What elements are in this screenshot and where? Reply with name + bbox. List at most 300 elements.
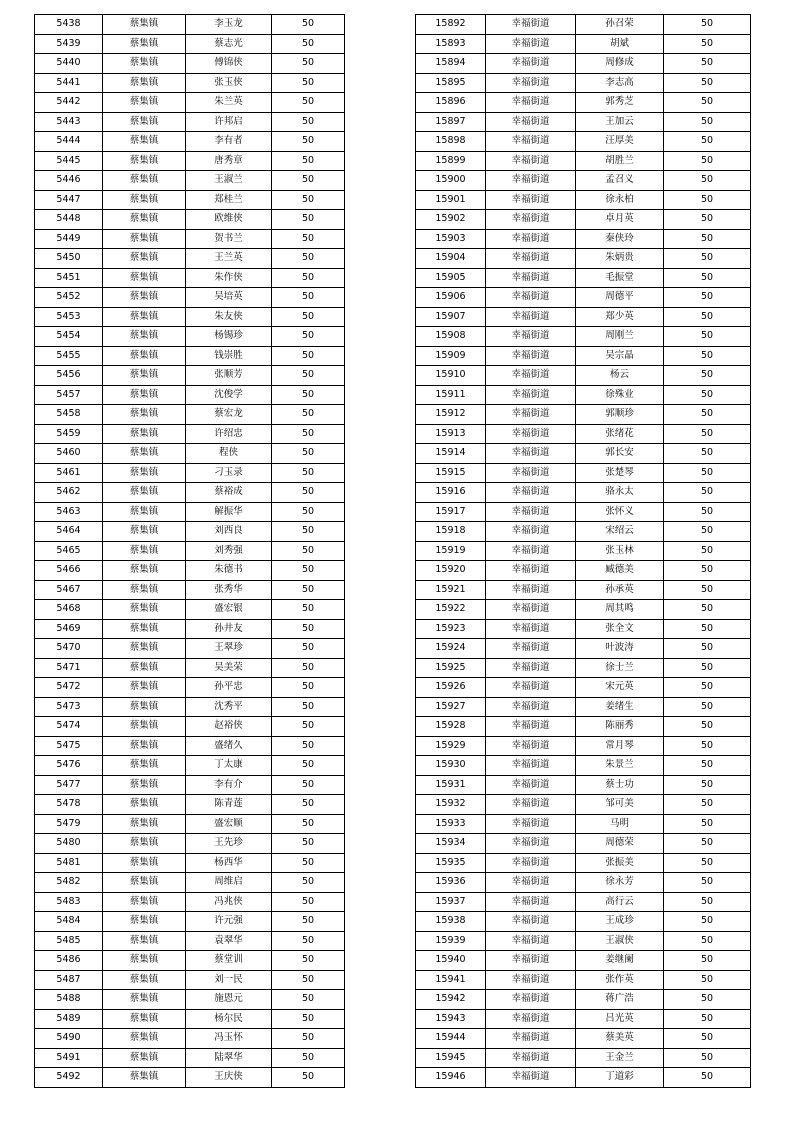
row-number-cell: 15908 [416, 327, 486, 347]
row-number-cell: 15916 [416, 483, 486, 503]
table-row [35, 853, 345, 873]
row-number-cell: 5468 [35, 600, 103, 620]
row-number-cell: 15930 [416, 756, 486, 776]
table-row [35, 795, 345, 815]
name-cell: 蔡士功 [576, 775, 664, 795]
row-number-cell: 15893 [416, 34, 486, 54]
row-number-cell: 15933 [416, 814, 486, 834]
amount-cell: 50 [272, 463, 345, 483]
amount-cell: 50 [664, 307, 751, 327]
amount-cell: 50 [272, 639, 345, 659]
table-row [35, 775, 345, 795]
district-cell: 幸福街道 [486, 405, 576, 425]
name-cell: 张顺芳 [186, 366, 272, 386]
district-cell: 幸福街道 [486, 639, 576, 659]
row-number-cell: 5491 [35, 1048, 103, 1068]
name-cell: 杨云 [576, 366, 664, 386]
left-table [34, 14, 345, 1088]
table-row [416, 795, 751, 815]
amount-cell: 50 [664, 366, 751, 386]
district-cell: 蔡集镇 [103, 717, 186, 737]
row-number-cell: 15895 [416, 73, 486, 93]
row-number-cell: 15942 [416, 990, 486, 1010]
name-cell: 张全文 [576, 619, 664, 639]
table-row [35, 717, 345, 737]
table-row [35, 1009, 345, 1029]
amount-cell: 50 [272, 834, 345, 854]
name-cell: 盛宏银 [186, 600, 272, 620]
name-cell: 刁玉录 [186, 463, 272, 483]
row-number-cell: 5474 [35, 717, 103, 737]
table-row [416, 366, 751, 386]
row-number-cell: 15919 [416, 541, 486, 561]
table-row [416, 678, 751, 698]
row-number-cell: 5458 [35, 405, 103, 425]
row-number-cell: 5450 [35, 249, 103, 269]
row-number-cell: 15946 [416, 1068, 486, 1088]
row-number-cell: 5466 [35, 561, 103, 581]
row-number-cell: 15944 [416, 1029, 486, 1049]
amount-cell: 50 [272, 424, 345, 444]
district-cell: 幸福街道 [486, 697, 576, 717]
row-number-cell: 5442 [35, 93, 103, 113]
name-cell: 郑少英 [576, 307, 664, 327]
name-cell: 欧维侠 [186, 210, 272, 230]
row-number-cell: 15913 [416, 424, 486, 444]
amount-cell: 50 [664, 73, 751, 93]
name-cell: 杨锡珍 [186, 327, 272, 347]
amount-cell: 50 [664, 15, 751, 35]
name-cell: 郑桂兰 [186, 190, 272, 210]
table-row [416, 346, 751, 366]
name-cell: 王加云 [576, 112, 664, 132]
name-cell: 盛宏顺 [186, 814, 272, 834]
table-row [416, 132, 751, 152]
name-cell: 蔡美英 [576, 1029, 664, 1049]
amount-cell: 50 [272, 736, 345, 756]
row-number-cell: 15934 [416, 834, 486, 854]
amount-cell: 50 [664, 463, 751, 483]
district-cell: 蔡集镇 [103, 775, 186, 795]
name-cell: 吴宗晶 [576, 346, 664, 366]
name-cell: 解振华 [186, 502, 272, 522]
table-row [35, 463, 345, 483]
row-number-cell: 5471 [35, 658, 103, 678]
row-number-cell: 5459 [35, 424, 103, 444]
district-cell: 蔡集镇 [103, 54, 186, 74]
table-row [35, 561, 345, 581]
district-cell: 幸福街道 [486, 1009, 576, 1029]
district-cell: 蔡集镇 [103, 561, 186, 581]
name-cell: 郭顺珍 [576, 405, 664, 425]
amount-cell: 50 [664, 873, 751, 893]
amount-cell: 50 [664, 171, 751, 191]
table-row [416, 639, 751, 659]
district-cell: 蔡集镇 [103, 171, 186, 191]
row-number-cell: 5456 [35, 366, 103, 386]
name-cell: 张玉林 [576, 541, 664, 561]
name-cell: 钱崇胜 [186, 346, 272, 366]
district-cell: 蔡集镇 [103, 795, 186, 815]
name-cell: 姜绪生 [576, 697, 664, 717]
row-number-cell: 5483 [35, 892, 103, 912]
row-number-cell: 5446 [35, 171, 103, 191]
table-row [35, 444, 345, 464]
name-cell: 宋元英 [576, 678, 664, 698]
district-cell: 幸福街道 [486, 190, 576, 210]
table-row [416, 463, 751, 483]
amount-cell: 50 [664, 327, 751, 347]
row-number-cell: 15932 [416, 795, 486, 815]
name-cell: 孙承英 [576, 580, 664, 600]
amount-cell: 50 [664, 483, 751, 503]
table-row [35, 190, 345, 210]
district-cell: 幸福街道 [486, 619, 576, 639]
row-number-cell: 5492 [35, 1068, 103, 1088]
table-row [416, 327, 751, 347]
table-row [35, 307, 345, 327]
amount-cell: 50 [272, 268, 345, 288]
district-cell: 蔡集镇 [103, 873, 186, 893]
row-number-cell: 15940 [416, 951, 486, 971]
amount-cell: 50 [272, 717, 345, 737]
row-number-cell: 5467 [35, 580, 103, 600]
name-cell: 赵裕侠 [186, 717, 272, 737]
amount-cell: 50 [272, 1009, 345, 1029]
district-cell: 蔡集镇 [103, 756, 186, 776]
amount-cell: 50 [664, 54, 751, 74]
table-row [416, 483, 751, 503]
amount-cell: 50 [272, 853, 345, 873]
district-cell: 蔡集镇 [103, 1029, 186, 1049]
name-cell: 孟召义 [576, 171, 664, 191]
table-row [35, 385, 345, 405]
amount-cell: 50 [664, 678, 751, 698]
name-cell: 姜继阑 [576, 951, 664, 971]
name-cell: 许元强 [186, 912, 272, 932]
table-row [35, 93, 345, 113]
name-cell: 骆永太 [576, 483, 664, 503]
row-number-cell: 15929 [416, 736, 486, 756]
amount-cell: 50 [272, 561, 345, 581]
row-number-cell: 15943 [416, 1009, 486, 1029]
row-number-cell: 15939 [416, 931, 486, 951]
amount-cell: 50 [272, 229, 345, 249]
amount-cell: 50 [664, 93, 751, 113]
name-cell: 徐永柏 [576, 190, 664, 210]
table-row [35, 639, 345, 659]
district-cell: 蔡集镇 [103, 1068, 186, 1088]
table-row [416, 385, 751, 405]
name-cell: 王淑侠 [576, 931, 664, 951]
row-number-cell: 15900 [416, 171, 486, 191]
district-cell: 幸福街道 [486, 717, 576, 737]
table-row [416, 912, 751, 932]
district-cell: 蔡集镇 [103, 736, 186, 756]
row-number-cell: 15945 [416, 1048, 486, 1068]
district-cell: 蔡集镇 [103, 288, 186, 308]
amount-cell: 50 [272, 541, 345, 561]
name-cell: 施恩元 [186, 990, 272, 1010]
amount-cell: 50 [664, 190, 751, 210]
amount-cell: 50 [664, 697, 751, 717]
name-cell: 郭秀芝 [576, 93, 664, 113]
table-row [35, 541, 345, 561]
table-row [416, 717, 751, 737]
row-number-cell: 5453 [35, 307, 103, 327]
table-row [35, 697, 345, 717]
name-cell: 张振美 [576, 853, 664, 873]
district-cell: 蔡集镇 [103, 93, 186, 113]
table-row [35, 756, 345, 776]
amount-cell: 50 [664, 795, 751, 815]
table-row [416, 34, 751, 54]
district-cell: 蔡集镇 [103, 385, 186, 405]
district-cell: 幸福街道 [486, 288, 576, 308]
name-cell: 张玉侠 [186, 73, 272, 93]
district-cell: 幸福街道 [486, 73, 576, 93]
amount-cell: 50 [664, 249, 751, 269]
row-number-cell: 5477 [35, 775, 103, 795]
name-cell: 冯玉怀 [186, 1029, 272, 1049]
amount-cell: 50 [272, 34, 345, 54]
name-cell: 张秀华 [186, 580, 272, 600]
table-row [416, 1009, 751, 1029]
name-cell: 周维启 [186, 873, 272, 893]
amount-cell: 50 [272, 288, 345, 308]
amount-cell: 50 [272, 1048, 345, 1068]
table-row [35, 171, 345, 191]
amount-cell: 50 [664, 229, 751, 249]
row-number-cell: 5486 [35, 951, 103, 971]
district-cell: 蔡集镇 [103, 658, 186, 678]
district-cell: 幸福街道 [486, 795, 576, 815]
row-number-cell: 5489 [35, 1009, 103, 1029]
district-cell: 幸福街道 [486, 580, 576, 600]
district-cell: 幸福街道 [486, 873, 576, 893]
district-cell: 幸福街道 [486, 814, 576, 834]
amount-cell: 50 [272, 151, 345, 171]
amount-cell: 50 [664, 970, 751, 990]
name-cell: 贺书兰 [186, 229, 272, 249]
district-cell: 蔡集镇 [103, 463, 186, 483]
row-number-cell: 15907 [416, 307, 486, 327]
district-cell: 幸福街道 [486, 951, 576, 971]
amount-cell: 50 [664, 444, 751, 464]
amount-cell: 50 [272, 1029, 345, 1049]
row-number-cell: 5487 [35, 970, 103, 990]
name-cell: 杨西华 [186, 853, 272, 873]
table-row [35, 658, 345, 678]
district-cell: 幸福街道 [486, 210, 576, 230]
row-number-cell: 5484 [35, 912, 103, 932]
row-number-cell: 15912 [416, 405, 486, 425]
amount-cell: 50 [664, 1029, 751, 1049]
amount-cell: 50 [272, 658, 345, 678]
table-row [35, 229, 345, 249]
name-cell: 胡胜兰 [576, 151, 664, 171]
amount-cell: 50 [272, 775, 345, 795]
district-cell: 蔡集镇 [103, 697, 186, 717]
district-cell: 蔡集镇 [103, 912, 186, 932]
district-cell: 幸福街道 [486, 970, 576, 990]
row-number-cell: 5463 [35, 502, 103, 522]
row-number-cell: 15917 [416, 502, 486, 522]
table-row [416, 580, 751, 600]
row-number-cell: 5438 [35, 15, 103, 35]
table-row [35, 522, 345, 542]
table-row [416, 190, 751, 210]
district-cell: 蔡集镇 [103, 600, 186, 620]
row-number-cell: 15894 [416, 54, 486, 74]
amount-cell: 50 [272, 483, 345, 503]
amount-cell: 50 [664, 1068, 751, 1088]
amount-cell: 50 [664, 892, 751, 912]
name-cell: 孙召荣 [576, 15, 664, 35]
district-cell: 幸福街道 [486, 229, 576, 249]
row-number-cell: 15911 [416, 385, 486, 405]
row-number-cell: 15902 [416, 210, 486, 230]
name-cell: 周修成 [576, 54, 664, 74]
district-cell: 幸福街道 [486, 54, 576, 74]
row-number-cell: 5478 [35, 795, 103, 815]
table-row [416, 814, 751, 834]
table-row [35, 600, 345, 620]
amount-cell: 50 [272, 210, 345, 230]
district-cell: 幸福街道 [486, 15, 576, 35]
name-cell: 沈俊学 [186, 385, 272, 405]
row-number-cell: 15928 [416, 717, 486, 737]
district-cell: 蔡集镇 [103, 229, 186, 249]
name-cell: 冯兆侠 [186, 892, 272, 912]
amount-cell: 50 [272, 346, 345, 366]
district-cell: 蔡集镇 [103, 444, 186, 464]
row-number-cell: 15899 [416, 151, 486, 171]
row-number-cell: 5451 [35, 268, 103, 288]
amount-cell: 50 [272, 931, 345, 951]
table-row [35, 54, 345, 74]
row-number-cell: 5475 [35, 736, 103, 756]
table-row [35, 580, 345, 600]
district-cell: 幸福街道 [486, 736, 576, 756]
amount-cell: 50 [664, 951, 751, 971]
name-cell: 许邦启 [186, 112, 272, 132]
row-number-cell: 5481 [35, 853, 103, 873]
amount-cell: 50 [272, 405, 345, 425]
table-row [416, 892, 751, 912]
table-row [35, 970, 345, 990]
name-cell: 邹可美 [576, 795, 664, 815]
name-cell: 程侠 [186, 444, 272, 464]
name-cell: 高行云 [576, 892, 664, 912]
district-cell: 蔡集镇 [103, 931, 186, 951]
table-row [416, 405, 751, 425]
row-number-cell: 5462 [35, 483, 103, 503]
row-number-cell: 15926 [416, 678, 486, 698]
name-cell: 蒋广浩 [576, 990, 664, 1010]
name-cell: 蔡裕成 [186, 483, 272, 503]
table-row [35, 288, 345, 308]
name-cell: 王先珍 [186, 834, 272, 854]
amount-cell: 50 [664, 151, 751, 171]
district-cell: 幸福街道 [486, 931, 576, 951]
amount-cell: 50 [664, 502, 751, 522]
name-cell: 常月琴 [576, 736, 664, 756]
district-cell: 幸福街道 [486, 463, 576, 483]
amount-cell: 50 [664, 931, 751, 951]
amount-cell: 50 [664, 385, 751, 405]
row-number-cell: 5482 [35, 873, 103, 893]
district-cell: 蔡集镇 [103, 522, 186, 542]
table-row [35, 15, 345, 35]
district-cell: 蔡集镇 [103, 853, 186, 873]
amount-cell: 50 [664, 288, 751, 308]
row-number-cell: 15936 [416, 873, 486, 893]
name-cell: 徐士兰 [576, 658, 664, 678]
row-number-cell: 15892 [416, 15, 486, 35]
table-row [35, 1029, 345, 1049]
row-number-cell: 5457 [35, 385, 103, 405]
name-cell: 许绍忠 [186, 424, 272, 444]
district-cell: 幸福街道 [486, 151, 576, 171]
table-row [416, 541, 751, 561]
table-row [35, 834, 345, 854]
amount-cell: 50 [272, 756, 345, 776]
name-cell: 汪厚美 [576, 132, 664, 152]
district-cell: 幸福街道 [486, 756, 576, 776]
name-cell: 周德荣 [576, 834, 664, 854]
table-row [35, 678, 345, 698]
district-cell: 幸福街道 [486, 444, 576, 464]
amount-cell: 50 [664, 132, 751, 152]
amount-cell: 50 [272, 93, 345, 113]
table-row [416, 697, 751, 717]
district-cell: 蔡集镇 [103, 951, 186, 971]
table-row [416, 990, 751, 1010]
row-number-cell: 15922 [416, 600, 486, 620]
amount-cell: 50 [272, 678, 345, 698]
table-row [35, 931, 345, 951]
row-number-cell: 5448 [35, 210, 103, 230]
name-cell: 叶波涛 [576, 639, 664, 659]
table-row [416, 93, 751, 113]
district-cell: 幸福街道 [486, 93, 576, 113]
name-cell: 王淑兰 [186, 171, 272, 191]
name-cell: 盛绪久 [186, 736, 272, 756]
table-row [35, 1068, 345, 1088]
table-row [416, 522, 751, 542]
district-cell: 幸福街道 [486, 541, 576, 561]
name-cell: 李志高 [576, 73, 664, 93]
district-cell: 幸福街道 [486, 658, 576, 678]
district-cell: 幸福街道 [486, 132, 576, 152]
table-row [416, 561, 751, 581]
district-cell: 幸福街道 [486, 1048, 576, 1068]
row-number-cell: 15906 [416, 288, 486, 308]
district-cell: 幸福街道 [486, 112, 576, 132]
amount-cell: 50 [664, 736, 751, 756]
row-number-cell: 5445 [35, 151, 103, 171]
name-cell: 徐殊业 [576, 385, 664, 405]
row-number-cell: 15901 [416, 190, 486, 210]
table-row [416, 658, 751, 678]
name-cell: 孙井友 [186, 619, 272, 639]
district-cell: 幸福街道 [486, 678, 576, 698]
name-cell: 蔡志光 [186, 34, 272, 54]
amount-cell: 50 [664, 112, 751, 132]
amount-cell: 50 [272, 795, 345, 815]
row-number-cell: 5461 [35, 463, 103, 483]
